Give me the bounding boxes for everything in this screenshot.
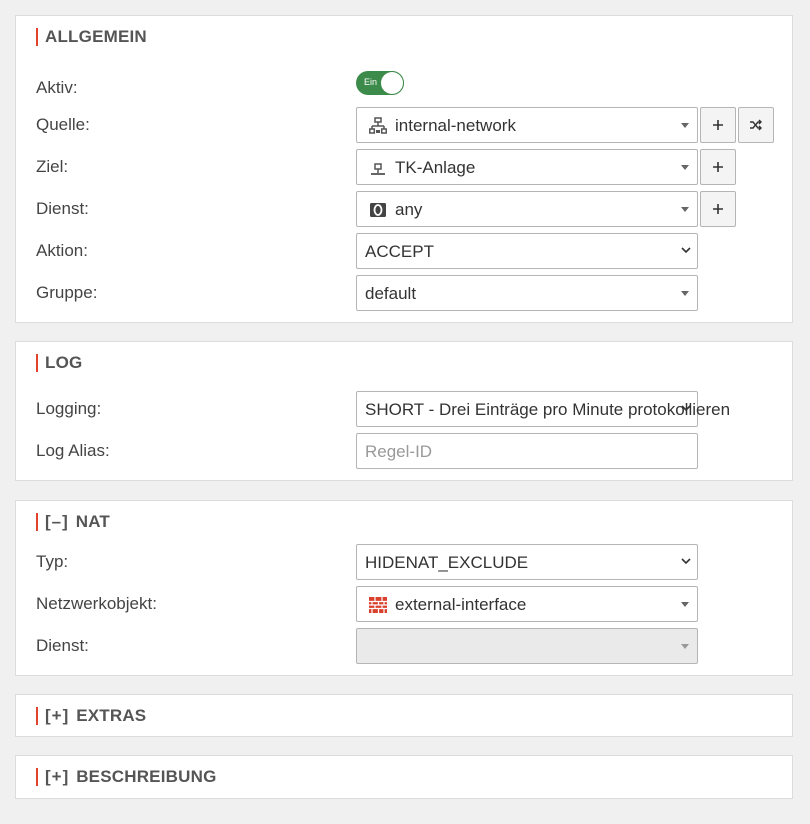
panel-title-extras[interactable] [36,707,146,725]
row-log-alias [36,433,776,469]
row-typ [36,544,776,580]
quelle-label: Quelle: [36,115,90,134]
gruppe-select[interactable] [356,275,698,311]
panel-title-allgemein: ALLGEMEIN [36,28,147,46]
plus-icon [712,161,724,173]
host-icon [369,159,387,177]
toggle-knob [381,72,403,94]
ziel-select[interactable] [356,149,698,185]
aktion-select[interactable] [356,233,698,269]
shuffle-icon [749,119,763,131]
ziel-label: Ziel: [36,157,69,176]
row-nat-dienst [36,628,776,664]
netzwerkobjekt-value: external-interface [395,595,527,614]
dropdown-caret-icon [681,165,689,170]
logging-value: SHORT - Drei Einträge pro Minute protokollieren [365,400,731,419]
panel-beschreibung[interactable] [15,755,793,799]
panel-nat [15,500,793,676]
nat-dienst-select [356,628,698,664]
extras-title: EXTRAS [76,706,147,725]
plus-icon [712,119,724,131]
chevron-down-icon [679,243,693,257]
row-aktiv [36,70,776,106]
nat-title: NAT [75,512,110,531]
aktion-label: Aktion: [36,241,88,260]
logging-select[interactable] [356,391,731,427]
ziel-value: TK-Anlage [395,158,476,177]
panel-title-log: LOG [36,354,82,372]
quelle-shuffle-button[interactable] [738,107,774,143]
dienst-select[interactable] [356,191,698,227]
row-aktion [36,233,776,269]
ziel-add-button[interactable] [700,149,736,185]
aktiv-toggle[interactable] [356,71,404,95]
row-dienst [36,191,776,227]
quelle-select[interactable] [356,107,698,143]
panel-allgemein [15,15,793,323]
gruppe-value: default [365,284,417,303]
dropdown-caret-icon [681,207,689,212]
logging-label: Logging: [36,399,102,418]
dropdown-caret-icon [681,291,689,296]
aktiv-toggle-text: Ein [364,77,378,87]
dienst-add-button[interactable] [700,191,736,227]
quelle-value: internal-network [395,116,516,135]
beschreibung-title: BESCHREIBUNG [76,767,217,786]
network-icon [369,117,387,135]
log-alias-input[interactable] [356,433,698,469]
row-logging [36,391,776,427]
panel-log [15,341,793,481]
dienst-label: Dienst: [36,199,89,218]
chevron-down-icon [679,401,693,415]
netzwerkobjekt-select[interactable] [356,586,698,622]
aktiv-label: Aktiv: [36,78,78,97]
beschreibung-expand-toggle[interactable]: [+] [45,767,70,786]
row-netzwerkobjekt [36,586,776,622]
typ-label: Typ: [36,552,69,571]
panel-title-nat[interactable] [36,513,110,531]
log-alias-placeholder: Regel-ID [365,442,433,461]
typ-value: HIDENAT_EXCLUDE [365,553,529,572]
panel-title-beschreibung[interactable] [36,768,217,786]
firewall-interface-icon [369,596,387,614]
gruppe-label: Gruppe: [36,283,98,302]
plus-icon [712,203,724,215]
extras-expand-toggle[interactable]: [+] [45,706,70,725]
quelle-add-button[interactable] [700,107,736,143]
netzwerkobjekt-label: Netzwerkobjekt: [36,594,157,613]
chevron-down-icon [679,554,693,568]
row-gruppe [36,275,776,311]
log-alias-label: Log Alias: [36,441,110,460]
dropdown-caret-icon [681,602,689,607]
dienst-value: any [395,200,423,219]
nat-collapse-toggle[interactable]: [–] [45,512,69,531]
typ-select[interactable] [356,544,698,580]
row-ziel [36,149,776,185]
dropdown-caret-icon [681,123,689,128]
dropdown-caret-icon [681,644,689,649]
nat-dienst-label: Dienst: [36,636,89,655]
service-icon [369,201,387,219]
aktion-value: ACCEPT [365,242,434,261]
panel-extras[interactable] [15,694,793,737]
row-quelle [36,107,776,143]
